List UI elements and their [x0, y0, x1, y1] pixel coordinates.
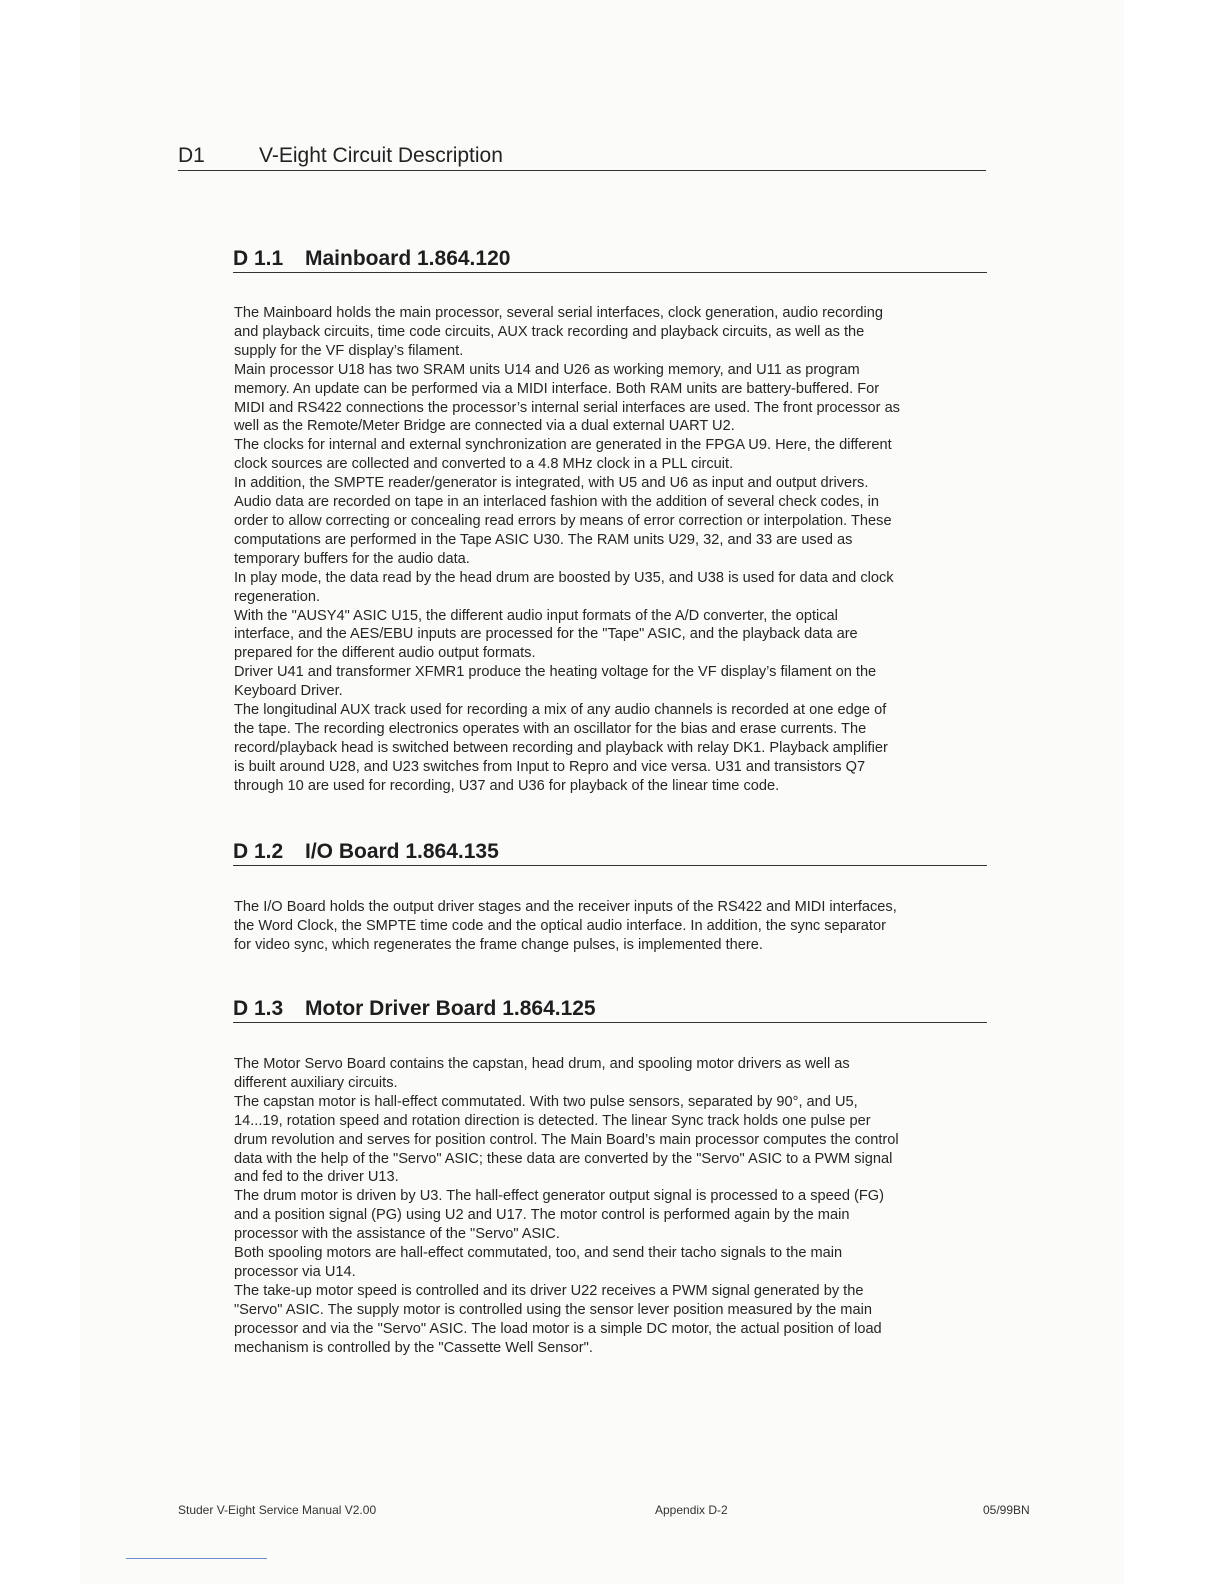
text-line: Audio data are recorded on tape in an interlaced fashion with the addition of several check codes, in — [234, 494, 879, 511]
text-line: mechanism is controlled by the "Cassette Well Sensor". — [234, 1339, 593, 1356]
section-number: D 1.3 — [233, 997, 284, 1020]
text-line: Both spooling motors are hall-effect commutated, too, and send their tacho signals to the main — [234, 1245, 843, 1262]
text-line: interface, and the AES/EBU inputs are processed for the "Tape" ASIC, and the playback data are — [234, 626, 858, 643]
text-line: and a position signal (PG) using U2 and U17. The motor control is performed again by the main — [234, 1207, 850, 1224]
text-line: supply for the VF display’s filament. — [234, 342, 464, 359]
text-line: the tape. The recording electronics operates with an oscillator for the bias and erase currents. The — [234, 720, 867, 737]
text-line: through 10 are used for recording, U37 and U36 for playback of the linear time code. — [234, 777, 780, 794]
section-heading-mainboard — [233, 247, 987, 273]
scan-edge-mark — [126, 1558, 267, 1559]
text-line: The drum motor is driven by U3. The hall-effect generator output signal is processed to a speed (FG) — [234, 1188, 885, 1205]
text-line: Main processor U18 has two SRAM units U14 and U26 as working memory, and U11 as program — [234, 361, 860, 378]
section-number: D 1.2 — [233, 840, 284, 863]
section-title: Mainboard 1.864.120 — [305, 247, 511, 270]
text-line: and playback circuits, time code circuits, AUX track recording and playback circuits, as well as the — [234, 323, 865, 340]
text-line: The Motor Servo Board contains the capstan, head drum, and spooling motor drivers as well as — [234, 1056, 850, 1072]
text-line: The capstan motor is hall-effect commutated. With two pulse sensors, separated by 90°, and U5, — [234, 1093, 858, 1110]
text-line: The longitudinal AUX track used for recording a mix of any audio channels is recorded at one edge of — [234, 702, 887, 719]
footer-manual-title: Studer V-Eight Service Manual V2.00 — [178, 1503, 377, 1517]
text-line: In play mode, the data read by the head drum are boosted by U35, and U38 is used for data and clock — [234, 569, 894, 586]
text-line: The Mainboard holds the main processor, several serial interfaces, clock generation, audio recording — [234, 305, 883, 321]
text-line: for video sync, which regenerates the frame change pulses, is implemented there. — [234, 936, 763, 953]
text-line: MIDI and RS422 connections the processor’s internal serial interfaces are used. The front processor as — [234, 399, 900, 416]
chapter-number: D1 — [178, 144, 205, 167]
text-line: temporary buffers for the audio data. — [234, 550, 470, 567]
section-title: I/O Board 1.864.135 — [305, 840, 499, 863]
text-line: With the "AUSY4" ASIC U15, the different audio input formats of the A/D converter, the optical — [234, 607, 838, 624]
footer-date-code: 05/99BN — [983, 1503, 1030, 1517]
text-line: The I/O Board holds the output driver stages and the receiver inputs of the RS422 and MIDI interfaces, — [234, 899, 897, 915]
footer-page-number: Appendix D-2 — [655, 1503, 728, 1517]
text-line: different auxiliary circuits. — [234, 1074, 398, 1091]
section-title: Motor Driver Board 1.864.125 — [305, 997, 596, 1020]
section-body-mainboard — [234, 304, 994, 796]
text-line: well as the Remote/Meter Bridge are connected via a dual external UART U2. — [234, 418, 735, 435]
section-body-motor-driver-board — [234, 1055, 994, 1358]
section-heading-io-board — [233, 840, 987, 866]
text-line: the Word Clock, the SMPTE time code and the optical audio interface. In addition, the sync separator — [234, 917, 886, 934]
text-line: drum revolution and serves for position control. The Main Board’s main processor computes the control — [234, 1131, 899, 1148]
text-line: and fed to the driver U13. — [234, 1169, 399, 1186]
text-line: processor via U14. — [234, 1263, 356, 1280]
text-line: data with the help of the "Servo" ASIC; these data are converted by the "Servo" ASIC to a PWM signal — [234, 1150, 893, 1167]
chapter-heading — [178, 144, 986, 171]
text-line: order to allow correcting or concealing read errors by means of error correction or interpolation. These — [234, 512, 892, 529]
text-line: record/playback head is switched between recording and playback with relay DK1. Playback amplifier — [234, 739, 888, 756]
text-line: "Servo" ASIC. The supply motor is controlled using the sensor lever position measured by the main — [234, 1301, 872, 1318]
text-line: processor and via the "Servo" ASIC. The load motor is a simple DC motor, the actual position of load — [234, 1320, 882, 1337]
text-line: Keyboard Driver. — [234, 683, 343, 700]
text-line: 14...19, rotation speed and rotation direction is detected. The linear Sync track holds one pulse per — [234, 1112, 871, 1129]
text-line: prepared for the different audio output formats. — [234, 645, 536, 662]
text-line: In addition, the SMPTE reader/generator is integrated, with U5 and U6 as input and output drivers. — [234, 475, 869, 492]
text-line: The clocks for internal and external synchronization are generated in the FPGA U9. Here, the different — [234, 437, 892, 454]
text-line: regeneration. — [234, 588, 321, 605]
section-number: D 1.1 — [233, 247, 284, 270]
text-line: memory. An update can be performed via a MIDI interface. Both RAM units are battery-buffered. For — [234, 380, 880, 397]
section-body-io-board — [234, 898, 994, 955]
text-line: clock sources are collected and converted to a 4.8 MHz clock in a PLL circuit. — [234, 456, 734, 473]
text-line: computations are performed in the Tape ASIC U30. The RAM units U29, 32, and 33 are used as — [234, 531, 853, 548]
text-line: Driver U41 and transformer XFMR1 produce the heating voltage for the VF display’s filament on the — [234, 664, 877, 681]
text-line: processor with the assistance of the "Servo" ASIC. — [234, 1226, 560, 1243]
text-line: The take-up motor speed is controlled and its driver U22 receives a PWM signal generated by the — [234, 1282, 864, 1299]
text-line: is built around U28, and U23 switches from Input to Repro and vice versa. U31 and transistors Q7 — [234, 758, 866, 775]
chapter-title: V-Eight Circuit Description — [259, 144, 503, 167]
section-heading-motor-driver-board — [233, 997, 987, 1023]
